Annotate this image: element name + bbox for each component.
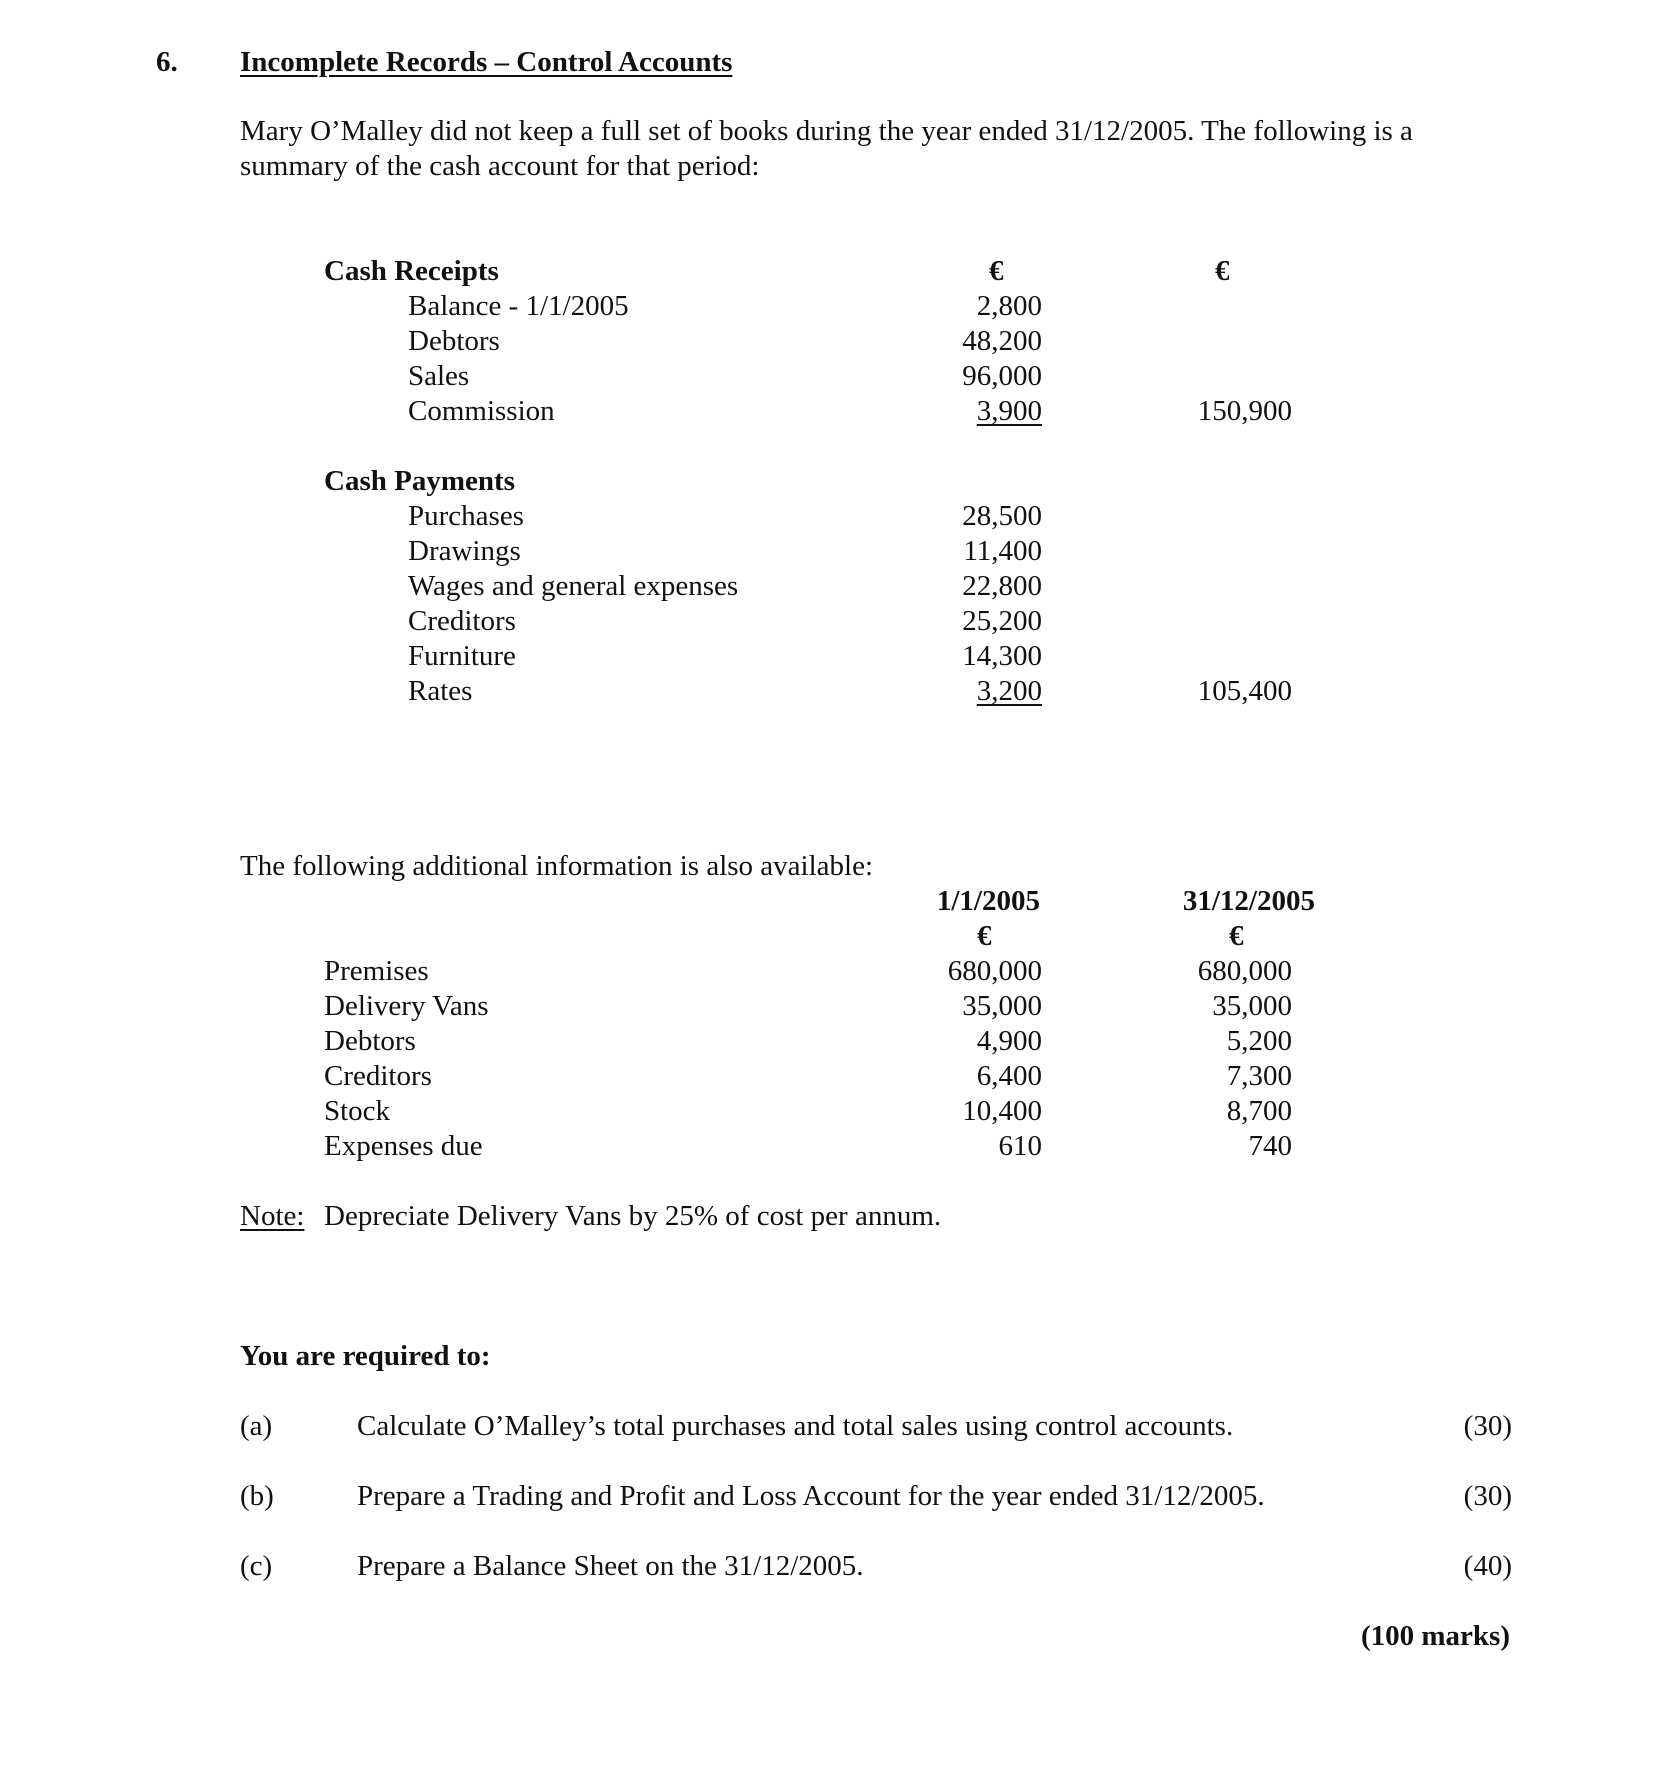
info-row-start: 680,000 [947,955,1042,987]
payment-label: Purchases [408,500,524,532]
currency-col2-header: € [1215,255,1230,287]
intro-line-1: Mary O’Malley did not keep a full set of books during the year ended 31/12/2005. The following is a [240,115,1413,147]
payment-label: Creditors [408,605,516,637]
requirement-letter: (a) [240,1410,273,1442]
requirement-text: Calculate O’Malley’s total purchases and total sales using control accounts. [357,1410,1234,1442]
payments-total: 105,400 [1197,675,1292,707]
receipt-label: Commission [408,395,555,427]
info-row-end: 5,200 [1226,1025,1292,1057]
question-title: Incomplete Records – Control Accounts [240,46,733,78]
col1-date-header: 1/1/2005 [936,885,1040,917]
info-row-start: 6,400 [976,1060,1042,1092]
payment-amount: 22,800 [962,570,1042,602]
cash-payments-heading: Cash Payments [324,465,515,497]
info-row-label: Delivery Vans [324,990,489,1022]
requirement-text: Prepare a Trading and Profit and Loss Account for the year ended 31/12/2005. [357,1480,1265,1512]
info-row-start: 35,000 [962,990,1042,1022]
payment-amount: 25,200 [962,605,1042,637]
question-number: 6. [156,46,178,78]
receipt-label: Sales [408,360,470,392]
total-marks: (100 marks) [1360,1620,1510,1652]
requirement-letter: (c) [240,1550,273,1582]
note-text: Depreciate Delivery Vans by 25% of cost per annum. [324,1200,942,1232]
info-row-end: 740 [1248,1130,1292,1162]
note-label: Note: [240,1200,305,1232]
info-row-end: 35,000 [1212,990,1292,1022]
payment-label: Furniture [408,640,516,672]
col2-currency: € [1229,920,1244,952]
requirement-marks: (40) [1463,1550,1512,1582]
info-row-start: 10,400 [962,1095,1042,1127]
info-row-label: Creditors [324,1060,432,1092]
receipt-amount: 96,000 [962,360,1042,392]
requirement-marks: (30) [1463,1410,1512,1442]
info-row-end: 680,000 [1197,955,1292,987]
requirement-letter: (b) [240,1480,274,1512]
receipt-amount: 2,800 [976,290,1042,322]
payment-label: Rates [408,675,473,707]
payment-amount-underlined: 3,200 [976,675,1042,707]
info-row-label: Expenses due [324,1130,483,1162]
info-row-start: 4,900 [976,1025,1042,1057]
intro-line-2: summary of the cash account for that period: [240,150,760,182]
receipt-label: Debtors [408,325,500,357]
info-row-label: Premises [324,955,429,987]
info-row-label: Debtors [324,1025,416,1057]
receipt-amount: 48,200 [962,325,1042,357]
payment-amount: 14,300 [962,640,1042,672]
col2-date-header: 31/12/2005 [1182,885,1315,917]
payment-amount: 28,500 [962,500,1042,532]
currency-col1-header: € [989,255,1004,287]
info-row-end: 8,700 [1226,1095,1292,1127]
payment-amount [930,674,1042,709]
info-row-label: Stock [324,1095,391,1127]
additional-info-intro: The following additional information is also available: [240,850,874,882]
info-row-start: 610 [998,1130,1042,1162]
col1-currency: € [977,920,992,952]
cash-receipts-heading: Cash Receipts [324,255,499,287]
payment-amount: 11,400 [963,535,1042,567]
receipts-total: 150,900 [1197,395,1292,427]
receipt-amount [930,394,1042,429]
receipt-label: Balance - 1/1/2005 [408,290,629,322]
requirements-heading: You are required to: [240,1340,491,1372]
payment-label: Wages and general expenses [408,570,739,602]
info-row-end: 7,300 [1226,1060,1292,1092]
requirement-text: Prepare a Balance Sheet on the 31/12/2005. [357,1550,864,1582]
requirement-marks: (30) [1463,1480,1512,1512]
receipt-amount-underlined: 3,900 [976,395,1042,427]
payment-label: Drawings [408,535,521,567]
